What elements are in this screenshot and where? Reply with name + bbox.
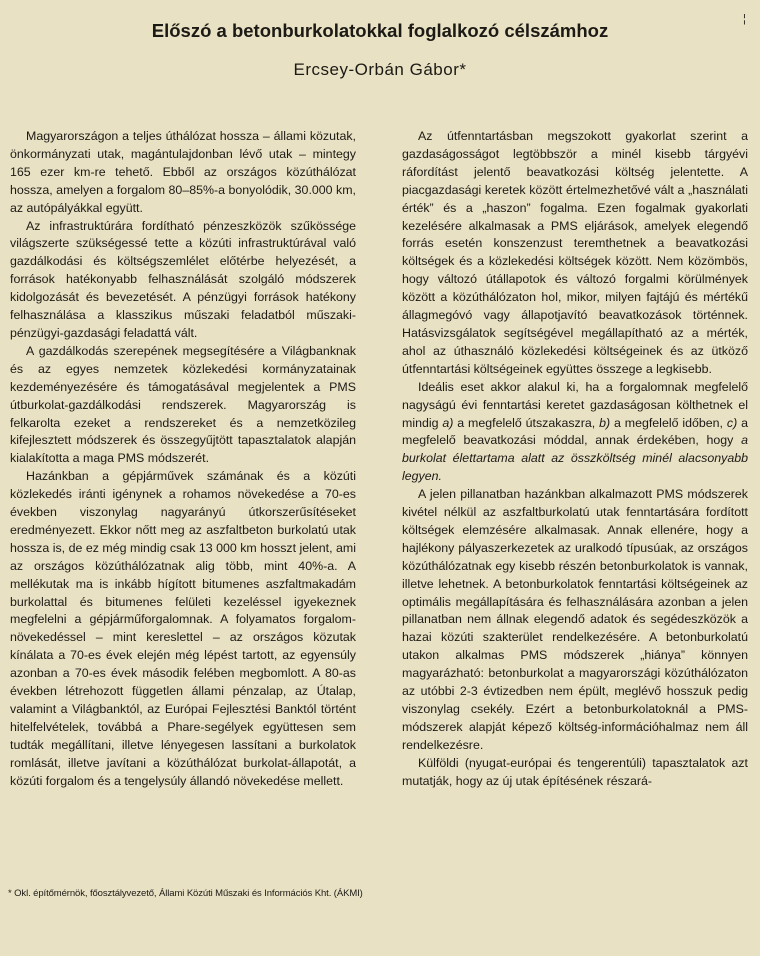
list-marker-a: a) — [442, 415, 454, 430]
para2-text-1: Ideális eset akkor alakul ki, ha a forgalomnak megfelelő nagyságú évi fenntartási keretet gazdaságosan költhetnek el mindig — [402, 379, 748, 430]
list-marker-b: b) — [599, 415, 611, 430]
para2-text-3: a megfelelő időben, — [610, 415, 727, 430]
right-paragraph-1: Az útfenntartásban megszokott gyakorlat szerint a gazdaságosságot legtöbbször a minél kisebb tárgyévi ráfordítást jelentő beavatkozási költség jelentette. A piacgazdasági keretek között értelmezhetővé vált a „használati érték” és a „haszon” fogalma. Ezen fogalmak gyakorlati kezelésére alkalmasak a PMS eljárások, amelyek elegendő forrás esetén konszenzust teremthetnek a beavatkozási költségek és a közlekedési költségek között. Nem közömbös, hogy változó útállapotok és változó forgalmi körülmények között a közúthálózaton hol, mikor, milyen fajtájú és mértékű állagmegóvó vagy állapotjavító beavatkozások történnek. Hatásvizsgálatok segítségével megállapítható az a mérték, ahol az úthasználó közlekedési költségeinek és az ütköző útfenntartási költségeinek együttes összege a legkisebb. — [402, 129, 748, 376]
left-paragraph-4: Hazánkban a gépjárművek számának és a közúti közlekedés iránti igénynek a rohamos növekedése a 70-es években viszonylag nagyarányú útkorszerűsítéseket eredményezett. Ekkor nőtt meg az aszfaltbeton burkolatú utak hossza is, de ez még mindig csak 13 000 km hosszt jelent, ami az országos közúthálózatnak alig több, mint 40%-a. A mellékutak ma is inkább hígított bitumenes aszfaltmakadám burkolattal és bitumenes felületi kezeléssel igyekeznek megfelelni a gépjárműforgalomnak. A folyamatos forgalom-növekedéssel – mint kereslettel – az országos közutak kínálata a 70-es évek elején még lépést tartott, az egyensúly azonban a 70-es évek második felében megbomlott. A 80-as években létrehozott független állami pénzalap, az Útalap, valamint a Világbanktól, az Európai Fejlesztési Banktól történt hitelfelvételek, továbbá a Phare-segélyek együttesen sem tudták megállítani, illetve lényegesen lassítani a burkolatok romlását, illetve javítani a közúthálózat burkolat-állapotát, a közúti forgalom és a tengelysúly állandó növekedése mellett. — [10, 469, 356, 788]
para2-text-2: a megfelelő útszakaszra, — [453, 415, 600, 430]
left-paragraph-2: Az infrastruktúrára fordítható pénzeszközök szűkössége világszerte szükségessé tette a közúti infrastruktúrával való gazdálkodási és költségszemlélet előtérbe helyezését, a források hatékonyabb felhasználását szolgáló módszerek kidolgozását és bevezetését. A pénzügyi források hatékony felhasználása a klasszikus műszaki feladatból műszaki-pénzügyi-gazdasági feladattá vált. — [10, 218, 356, 340]
left-paragraph-3: A gazdálkodás szerepének megsegítésére a Világbanknak és az egyes nemzetek közlekedési kormányzatainak kezdeményezésére és támogatásával megjelentek a PMS útburkolat-gazdálkodási rendszerek. Magyarország is felkarolta ezeket a rendszereket és a nemzetközileg kifejlesztett módszerek és összegyűjtött tapasztalatok alapján kialakította a maga PMS módszerét. — [10, 343, 356, 466]
para2-emphasis: a burkolat élettartama alatt az összköltség minél alacsonyabb legyen. — [402, 433, 748, 484]
author-footnote: * Okl. építőmérnök, főosztályvezető, Állami Közúti Műszaki és Információs Kht. (ÁKMI) — [8, 888, 363, 899]
article-author: Ercsey-Orbán Gábor* — [293, 60, 467, 79]
left-paragraph-1: Magyarországon a teljes úthálózat hossza – állami közutak, önkormányzati utak, magántulajdonban lévő utak – mintegy 165 ezer km-re tehető. Ebből az országos közúthálózat hossza, amelyen a forgalom 80–85%-a bonyolódik, 30.000 km, az autópályákkal együtt. — [10, 129, 356, 215]
left-column — [10, 128, 356, 791]
right-paragraph-2 — [402, 379, 748, 486]
article-title: Előszó a betonburkolatokkal foglalkozó célszámhoz — [151, 20, 609, 41]
list-marker-c: c) — [726, 415, 738, 430]
para2-text-4: a megfelelő beavatkozási móddal, annak érdekében, hogy — [402, 415, 748, 448]
right-column — [402, 128, 748, 791]
right-paragraph-4: Külföldi (nyugat-európai és tengerentúli) tapasztalatok azt mutatják, hogy az új utak építésének részará- — [402, 755, 748, 788]
right-paragraph-3: A jelen pillanatban hazánkban alkalmazott PMS módszerek kivétel nélkül az aszfaltburkolatú utak fenntartására fordított költségek elemzésére alkalmasak. Annak ellenére, hogy a hajlékony pályaszerkezetek az uralkodó típusúak, az országos közúthálózatnak egy kisebb részén betonburkolatok is vannak, illetve lehetnek. A betonburkolatok fenntartási költségeinek az optimális megállapítására és felhasználására azonban a jelen pillanatban nem állnak elegendő adatok és segédeszközök a hazai közúti szakterület rendelkezésére. A betonburkolatú utakon alkalmas PMS módszerek „hiánya” könnyen magyarázható: betonburkolat a magyarországi közúthálózaton az utóbbi 2-3 évtizedben nem épült, meglévő hosszuk pedig viszonylag csekély. Ezért a betonburkolatoknál a PMS-módszerek alapját képező költség-információhalmaz nem áll rendelkezésre. — [402, 487, 748, 752]
page-corner-mark: ¦ — [743, 13, 746, 25]
